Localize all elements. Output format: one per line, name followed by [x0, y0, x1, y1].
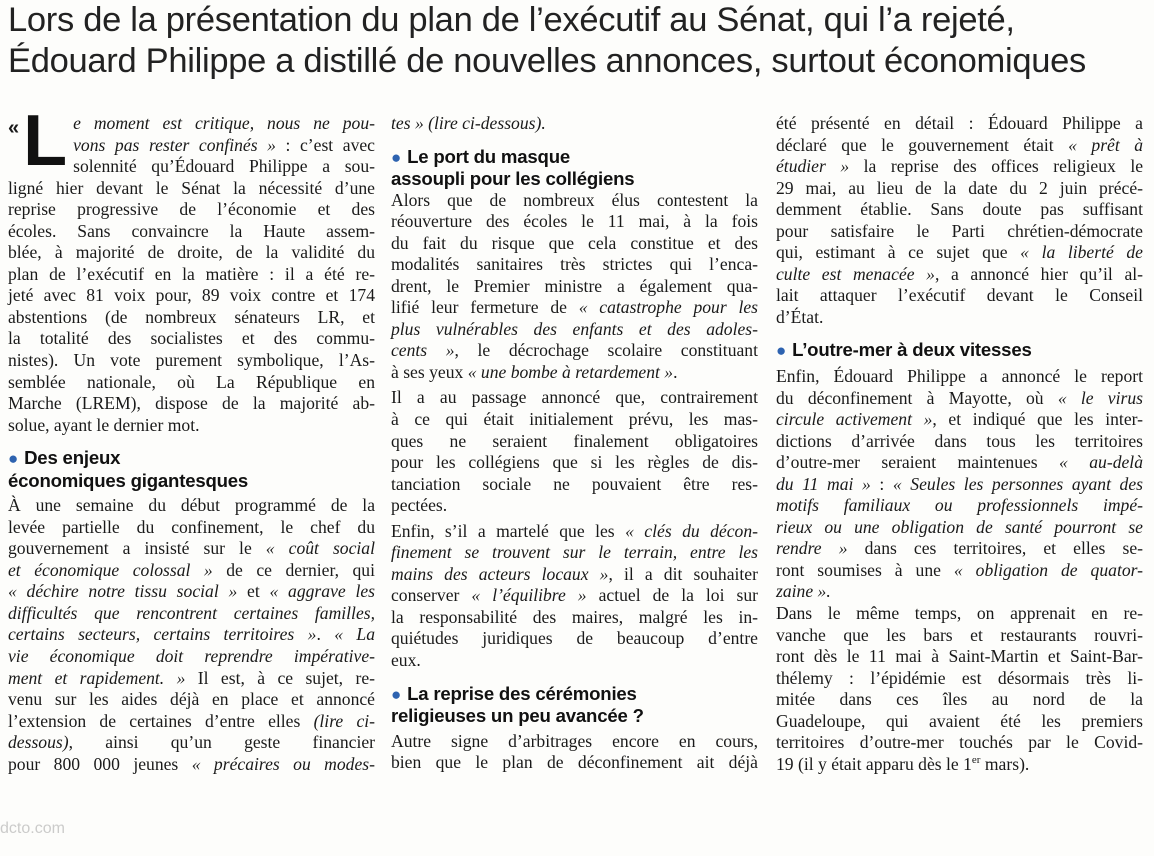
text-line: été présenté en détail : Édouard Philippe a	[776, 113, 1143, 133]
text-line: rieux ou une obligation de santé pourront se	[776, 516, 1143, 537]
text-line: territoires d’outre-mer touchés par le Covid-	[776, 732, 1143, 753]
text-line: ront soumises à une « obligation de quator-	[776, 559, 1143, 580]
section-heading-masque	[391, 146, 758, 190]
text-line: drent, le Premier ministre a également qua-	[391, 275, 758, 296]
paragraph	[776, 603, 1143, 775]
text-line: blée, à majorité de droite, de la validité du	[8, 242, 375, 263]
text-line: pour 800 000 jeunes « précaires ou modes-	[8, 753, 375, 774]
bullet-icon: ●	[391, 147, 402, 167]
text-line: ront dès le 11 mai à Saint-Martin et Saint-Bar-	[776, 646, 1143, 667]
text-line: et économique colossal » de ce dernier, qui	[8, 559, 375, 580]
text-line: bien que le plan de déconfinement ait déjà	[391, 752, 758, 773]
text-line: thélemy : l’épidémie est désormais très li-	[776, 667, 1143, 688]
article-column-2	[391, 113, 758, 774]
section-heading-outremer	[776, 339, 1143, 362]
paragraph	[391, 521, 758, 672]
heading-text: Des enjeux	[24, 447, 121, 469]
text-line: levée partielle du confinement, le chef du	[8, 516, 375, 537]
text-line: pectées.	[391, 495, 448, 516]
text-line: d’outre-mer seraient maintenues « au-delà	[776, 452, 1143, 473]
text-line: du 11 mai » : « Seules les personnes ayant des	[776, 473, 1143, 494]
text-line: d’État.	[776, 306, 824, 327]
text-line: circule activement », et indiqué que les inter-	[776, 409, 1143, 430]
text-line: Alors que de nombreux élus contestent la	[391, 189, 758, 210]
paragraph	[8, 495, 375, 775]
text-line: la responsabilité des maires, malgré les in-	[391, 606, 758, 627]
section-heading-enjeux	[8, 447, 375, 491]
text-line: Autre signe d’arbitrages encore en cours,	[391, 730, 758, 751]
paragraph	[776, 113, 1143, 328]
text-line: abstentions (de nombreux sénateurs LR, et	[8, 306, 375, 327]
bullet-icon: ●	[776, 341, 787, 361]
text-line: étudier » la reprise des offices religieux le	[776, 156, 1144, 177]
text-line: e moment est critique, nous ne pou-	[73, 113, 375, 133]
text-line: Guadeloupe, qui avaient été les premiers	[776, 710, 1143, 731]
text-line: gouvernement a insisté sur le « coût social	[8, 538, 375, 559]
text-line: solue, ayant le dernier mot.	[8, 414, 200, 435]
text-line: finement se trouvent sur le terrain, entre les	[391, 542, 758, 563]
text-line: mains des acteurs locaux », il a dit souhaiter	[391, 563, 758, 584]
text-line: Dans le même temps, on apprenait en re-	[776, 602, 1143, 623]
headline-line-2: Édouard Philippe a distillé de nouvelles annonces, surtout économiques	[8, 42, 1086, 80]
text-line: modalités sanitaires très strictes qui l’enca-	[391, 254, 758, 275]
text-line: reprise progressive de l’économie et des	[8, 199, 375, 220]
text-line: quiétudes juridiques de beaucoup d’entre	[391, 628, 758, 649]
text-line: semblée nationale, où La République en	[8, 371, 375, 392]
text-line: ligné hier devant le Sénat la nécessité d’une	[8, 177, 375, 198]
text-line: qui, estimant à ce sujet que « la liberté de	[776, 242, 1143, 263]
text-line: nistes). Un vote purement symbolique, l’As-	[8, 350, 375, 371]
bullet-icon: ●	[391, 684, 402, 704]
text-line: venu sur les aides déjà en place et annoncé	[8, 689, 375, 710]
text-line: la totalité des socialistes et des commu-	[8, 328, 375, 349]
text-line: vie économique doit reprendre impérative-	[8, 646, 375, 667]
text-line: 19 (il y était apparu dès le 1er mars).	[776, 753, 1030, 774]
lead-paragraph	[8, 101, 375, 436]
heading-text: religieuses un peu avancée ?	[391, 705, 644, 727]
text-line: pour les collégiens que si les règles de dis-	[391, 452, 758, 473]
article-column-1	[8, 101, 375, 775]
text-line: jeté avec 81 voix pour, 89 voix contre et 174	[8, 285, 375, 306]
bullet-icon: ●	[8, 449, 19, 469]
text-line: À une semaine du début programmé de la	[8, 495, 375, 516]
text-line: plan de l’exécutif en la matière : il a été re-	[8, 263, 375, 284]
heading-text: économiques gigantesques	[8, 469, 249, 491]
text-line: ques ne seraient finalement obligatoires	[391, 430, 758, 451]
text-line: eux.	[391, 650, 421, 671]
heading-text: Le port du masque	[407, 145, 571, 167]
paragraph	[391, 731, 758, 774]
heading-text: La reprise des cérémonies	[407, 682, 637, 704]
text-run: : c’est avec	[275, 134, 375, 155]
text-line: ment et rapidement. » Il est, à ce sujet, re-	[8, 667, 375, 688]
text-line: vanche que les bars et restaurants rouvri-	[776, 624, 1143, 645]
text-line: dessous), ainsi qu’un geste financier	[8, 732, 375, 753]
text-line: Marche (LREM), dispose de la majorité ab-	[8, 393, 375, 414]
text-line: difficultés que rencontrent certaines familles,	[8, 602, 375, 623]
heading-text: L’outre-mer à deux vitesses	[792, 339, 1032, 361]
text-line: tes » (lire ci-dessous).	[391, 113, 546, 133]
quote-text: vons pas rester confinés »	[73, 134, 276, 155]
drop-cap: L	[23, 101, 68, 181]
text-line: lifié leur fermeture de « catastrophe pour les	[391, 297, 758, 318]
text-line: Enfin, s’il a martelé que les « clés du décon-	[391, 520, 758, 541]
text-line: réouverture des écoles le 11 mai, à la fois	[391, 211, 758, 232]
paragraph	[776, 366, 1143, 603]
section-heading-ceremonies	[391, 683, 758, 727]
text-line: lait attaquer l’exécutif devant le Conseil	[776, 285, 1143, 306]
heading-text: assoupli pour les collégiens	[391, 168, 635, 190]
text-line: Il a au passage annoncé que, contrairement	[391, 387, 758, 408]
text-line: rendre » dans ces territoires, et elles se-	[776, 538, 1143, 559]
text-line: à ses yeux « une bombe à retardement ».	[391, 361, 678, 382]
text-line: dictions d’arrivée dans tous les territoires	[776, 430, 1143, 451]
text-line: tanciation sociale ne pouvaient être res-	[391, 473, 758, 494]
text-line: à ce qui était initialement prévu, les mas-	[391, 409, 758, 430]
paragraph	[391, 190, 758, 384]
text-line: zaine ».	[776, 581, 831, 602]
article-column-3	[776, 113, 1143, 775]
text-line: conserver « l’équilibre » actuel de la loi sur	[391, 585, 758, 606]
text-line: « déchire notre tissu social » et « aggrave les	[8, 581, 375, 602]
text-line: écoles. Sans convaincre la Haute assem-	[8, 220, 375, 241]
headline	[8, 0, 1148, 82]
opening-quote: «	[8, 117, 20, 139]
text-line: demment établie. Sans doute pas suffisant	[776, 199, 1143, 220]
text-line: du déconfinement à Mayotte, où « le virus	[776, 387, 1143, 408]
text-line: 29 mai, au lieu de la date du 2 juin précé-	[776, 177, 1143, 198]
paragraph	[391, 387, 758, 516]
text-line: déclaré que le gouvernement était « prêt à	[776, 134, 1144, 155]
text-line: motifs familiaux ou professionnels impé-	[776, 495, 1143, 516]
text-line: culte est menacée », a annoncé hier qu’il al-	[776, 263, 1144, 284]
text-line: Enfin, Édouard Philippe a annoncé le report	[776, 365, 1143, 386]
text-line: du fait du risque que cela constitue et des	[391, 232, 758, 253]
text-line: cents », le décrochage scolaire constituant	[391, 340, 758, 361]
text-line: pour satisfaire le Parti chrétien-démocrate	[776, 220, 1143, 241]
headline-line-1: Lors de la présentation du plan de l’exécutif au Sénat, qui l’a rejeté,	[8, 1, 1015, 39]
text-line: certains secteurs, certains territoires ». « La	[8, 624, 375, 645]
text-line: l’extension de certaines d’entre elles (lire ci-	[8, 710, 375, 731]
text-line: plus vulnérables des enfants et des adoles-	[391, 318, 758, 339]
text-line: solennité qu’Édouard Philippe a sou-	[73, 156, 375, 177]
watermark: dcto.com	[0, 820, 65, 837]
text-line: mitée dans ces îles au nord de la	[776, 689, 1143, 710]
